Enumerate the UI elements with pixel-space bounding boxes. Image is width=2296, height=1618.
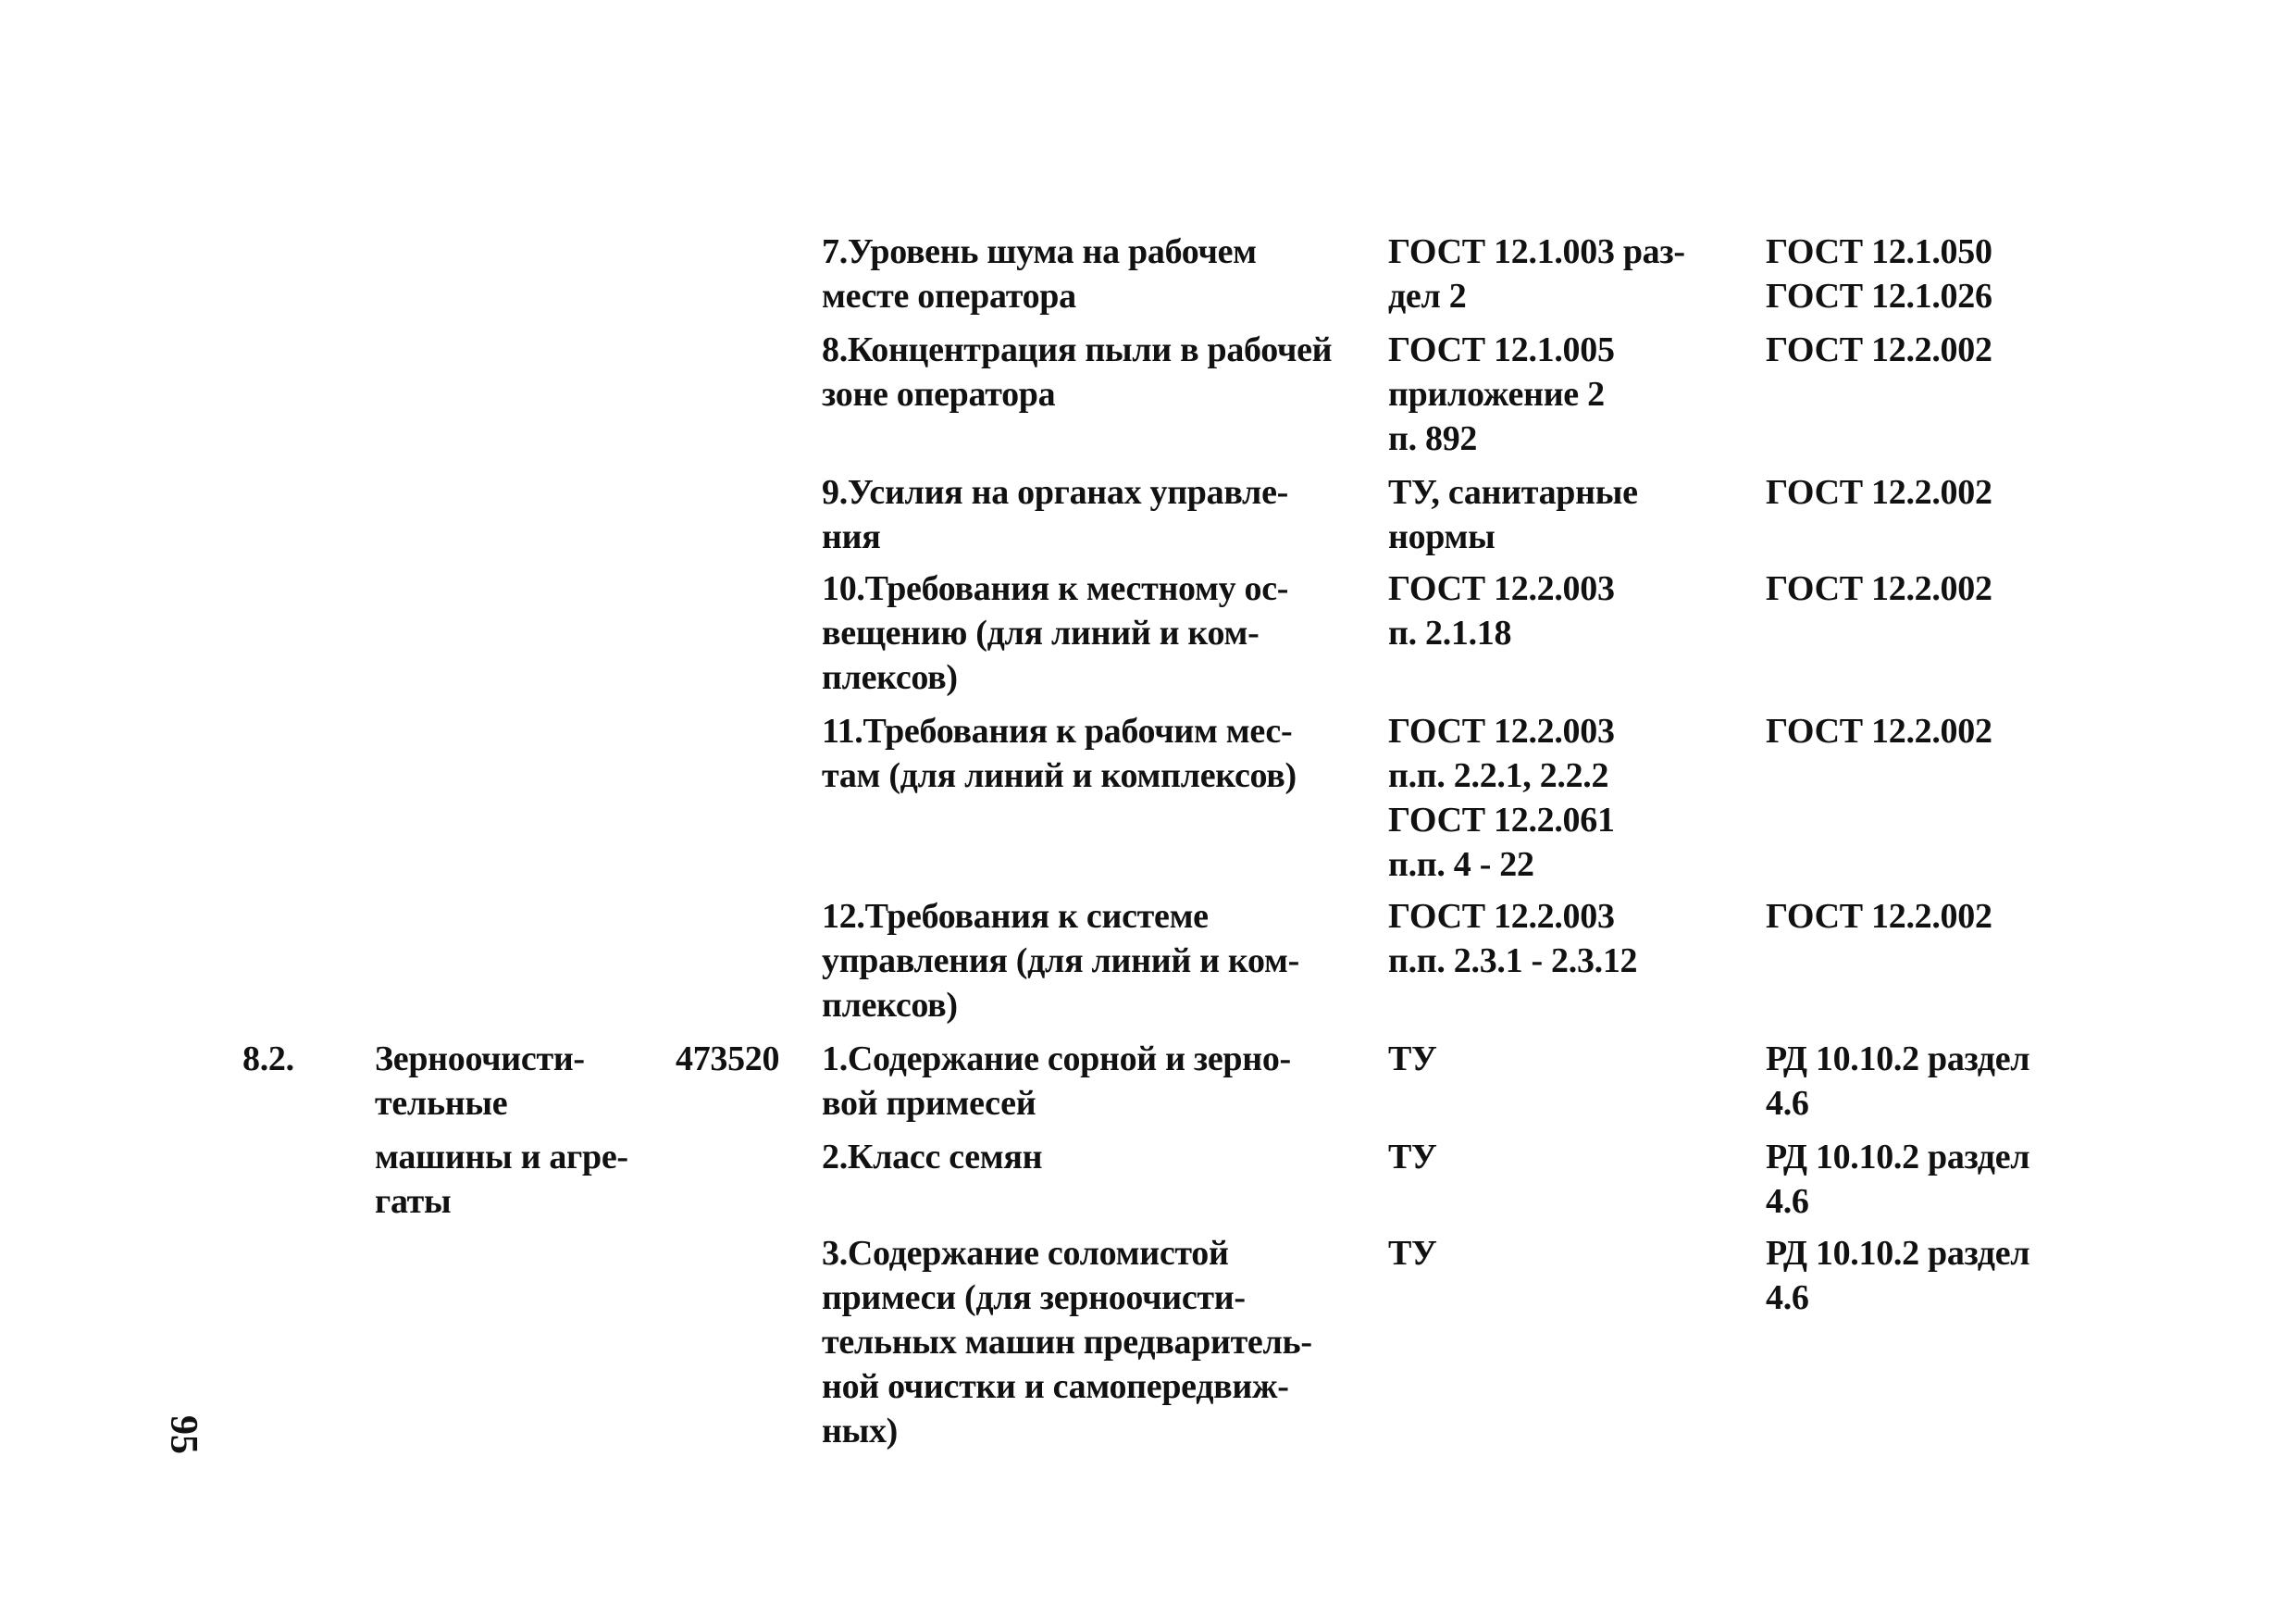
row-10-requirement-doc: ГОСТ 12.2.003 п. 2.1.18 [1388, 569, 1615, 653]
page-number: 95 [162, 1415, 205, 1454]
row-7-requirement-doc: ГОСТ 12.1.003 раз- дел 2 [1388, 232, 1685, 316]
section-number: 8.2. [242, 1039, 294, 1078]
row-12-requirement-doc: ГОСТ 12.2.003 п.п. 2.3.1 - 2.3.12 [1388, 897, 1638, 980]
row-10-test-method: ГОСТ 12.2.002 [1766, 569, 1992, 608]
row-3-requirement-doc: ТУ [1388, 1234, 1437, 1273]
row-12-test-method: ГОСТ 12.2.002 [1766, 897, 1992, 936]
row-2-test-method: РД 10.10.2 раздел 4.6 [1766, 1138, 2030, 1221]
section-name-part2: машины и агре- гаты [375, 1138, 628, 1221]
row-3-test-method: РД 10.10.2 раздел 4.6 [1766, 1234, 2030, 1317]
row-3-parameter: 3.Содержание соломистой примеси (для зерноочисти- тельных машин предваритель- ной очистки и самопередвиж- ных) [822, 1234, 1312, 1450]
row-9-test-method: ГОСТ 12.2.002 [1766, 473, 1992, 512]
row-11-parameter: 11.Требования к рабочим мес- там (для линий и комплексов) [822, 712, 1297, 795]
row-10-parameter: 10.Требования к местному ос- вещению (для линий и ком- плексов) [822, 569, 1289, 697]
row-1-parameter: 1.Содержание сорной и зерно- вой примесей [822, 1039, 1291, 1123]
row-11-requirement-doc: ГОСТ 12.2.003 п.п. 2.2.1, 2.2.2 ГОСТ 12.2.061 п.п. 4 - 22 [1388, 712, 1615, 884]
row-1-test-method: РД 10.10.2 раздел 4.6 [1766, 1039, 2030, 1123]
row-9-parameter: 9.Усилия на органах управле- ния [822, 473, 1288, 556]
section-name-part1: Зерноочисти- тельные [375, 1039, 585, 1123]
row-9-requirement-doc: ТУ, санитарные нормы [1388, 473, 1638, 556]
row-11-test-method: ГОСТ 12.2.002 [1766, 712, 1992, 751]
section-code: 473520 [676, 1039, 780, 1078]
row-7-parameter: 7.Уровень шума на рабочем месте оператора [822, 232, 1257, 316]
row-8-test-method: ГОСТ 12.2.002 [1766, 330, 1992, 369]
row-12-parameter: 12.Требования к системе управления (для линий и ком- плексов) [822, 897, 1299, 1025]
row-2-parameter: 2.Класс семян [822, 1138, 1043, 1176]
row-8-requirement-doc: ГОСТ 12.1.005 приложение 2 п. 892 [1388, 330, 1615, 458]
row-1-requirement-doc: ТУ [1388, 1039, 1437, 1078]
row-7-test-method: ГОСТ 12.1.050 ГОСТ 12.1.026 [1766, 232, 1992, 316]
row-2-requirement-doc: ТУ [1388, 1138, 1437, 1176]
row-8-parameter: 8.Концентрация пыли в рабочей зоне оператора [822, 330, 1333, 414]
